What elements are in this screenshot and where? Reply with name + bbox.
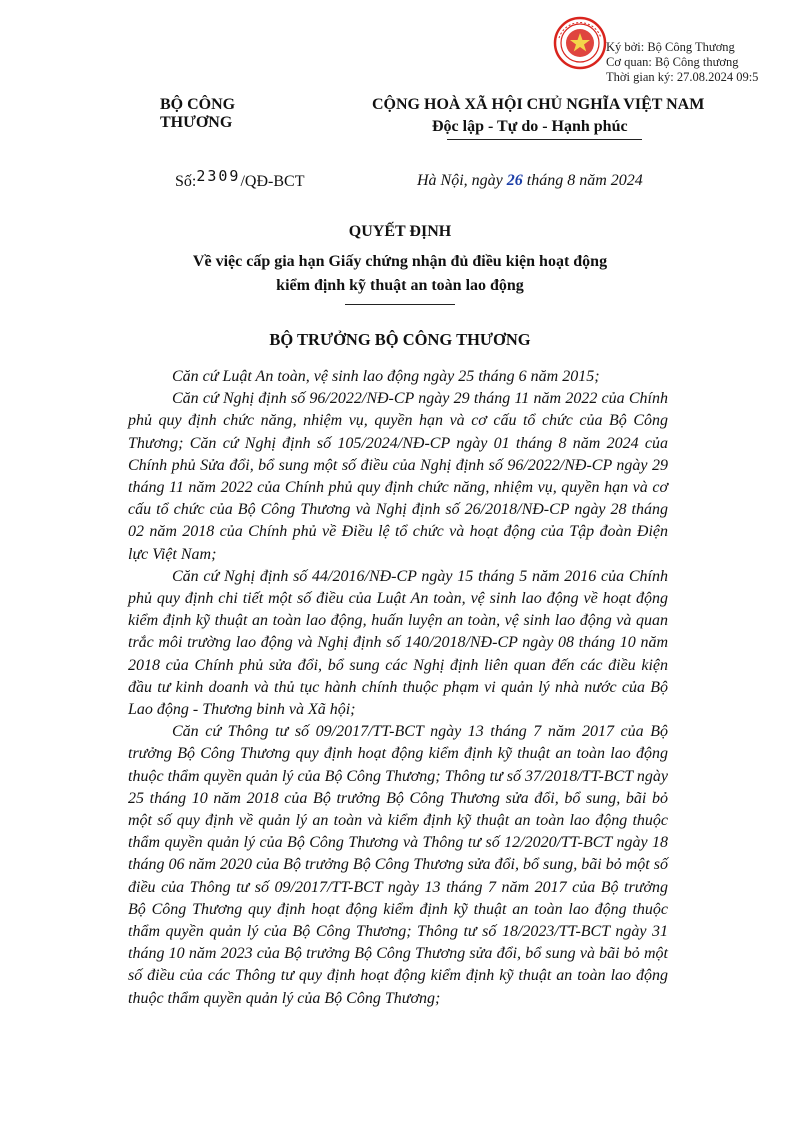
number-suffix: /QĐ-BCT [240,173,305,190]
issuing-authority: BỘ TRƯỞNG BỘ CÔNG THƯƠNG [269,330,531,349]
official-seal-icon [553,16,607,70]
legal-basis-paragraph: Căn cứ Nghị định số 44/2016/NĐ-CP ngày 15 tháng 5 năm 2016 của Chính phủ quy định chi tiết một số điều của Luật An toàn, vệ sinh lao động về hoạt động kiểm định kỹ thuật an toàn lao động, huấn luyện an toàn, vệ sinh lao động và quan trắc môi trường lao động và Nghị định số 140/2018/NĐ-CP ngày 08 tháng 10 năm 2018 của Chính phủ sửa đổi, bổ sung các Nghị định liên quan đến các điều kiện đầu tư kinh doanh và thủ tục hành chính thuộc phạm vi quản lý nhà nước của Bộ Lao động - Thương binh và Xã hội; [128,567,668,719]
country-name: CỘNG HOÀ XÃ HỘI CHỦ NGHĨA VIỆT NAM [372,96,705,113]
signature-info [606,40,758,85]
number-prefix: Số: [175,173,197,190]
motto-underline [447,139,642,140]
document-subject [0,250,800,305]
document-title: QUYẾT ĐỊNH [348,223,452,240]
signed-time-line: Thời gian ký: 27.08.2024 09:5 [606,70,759,84]
decision-number [175,167,305,191]
legal-basis-paragraph: Căn cứ Nghị định số 96/2022/NĐ-CP ngày 29 tháng 11 năm 2022 của Chính phủ quy định chức năng, nhiệm vụ, quyền hạn và cơ cấu tổ chức của Bộ Công Thương; Căn cứ Nghị định số 105/2024/NĐ-CP ngày 01 tháng 8 năm 2024 của Chính phủ Sửa đổi, bổ sung một số điều của Nghị định số 96/2022/NĐ-CP ngày 29 tháng 11 năm 2022 của Chính phủ quy định chức năng, nhiệm vụ, quyền hạn và cơ cấu tổ chức của Bộ Công Thương và Nghị định số 26/2018/NĐ-CP ngày 28 tháng 02 năm 2018 của Chính phủ về Điều lệ tổ chức và hoạt động của Tập đoàn Điện lực Việt Nam; [128,390,668,563]
ministry-name: BỘ CÔNG THƯƠNG [160,96,236,131]
issue-date [417,172,643,190]
number-value: 2309 [196,167,241,185]
national-motto: Độc lập - Tự do - Hạnh phúc [432,118,628,135]
subject-line-1: Về việc cấp gia hạn Giấy chứng nhận đủ điều kiện hoạt động [192,253,608,270]
agency-line: Cơ quan: Bộ Công thương [606,55,739,69]
legal-basis-paragraph: Căn cứ Luật An toàn, vệ sinh lao động ngày 25 tháng 6 năm 2015; [172,368,600,385]
subject-line-2: kiểm định kỹ thuật an toàn lao động [276,277,524,294]
issuing-ministry [160,96,310,132]
date-day: 26 [506,172,523,189]
national-header [372,96,732,140]
subject-underline [345,304,455,305]
date-prefix: Hà Nội, ngày [417,172,503,189]
document-body [128,366,668,1010]
signer-line: Ký bởi: Bộ Công Thương [606,40,735,54]
date-rest: tháng 8 năm 2024 [526,172,643,189]
legal-basis-paragraph: Căn cứ Thông tư số 09/2017/TT-BCT ngày 13 tháng 7 năm 2017 của Bộ trưởng Bộ Công Thương quy định hoạt động kiểm định kỹ thuật an toàn lao động thuộc thẩm quyền quản lý của Bộ Công Thương; Thông tư số 37/2018/TT-BCT ngày 25 tháng 10 năm 2018 của Bộ trưởng Bộ Công Thương sửa đổi, bổ sung, bãi bỏ một số quy định về quản lý an toàn và kiểm định kỹ thuật an toàn lao động thuộc thẩm quyền quản lý của Bộ Công Thương và Thông tư số 12/2020/TT-BCT ngày 18 tháng 06 năm 2020 của Bộ trưởng Bộ Công Thương sửa đổi, bổ sung, bãi bỏ một số điều của Thông tư số 09/2017/TT-BCT ngày 13 tháng 7 năm 2017 của Bộ trưởng Bộ Công Thương quy định hoạt động kiểm định kỹ thuật an toàn lao động thuộc thẩm quyền quản lý của Bộ Công Thương; Thông tư số 18/2023/TT-BCT ngày 31 tháng 10 năm 2023 của Bộ trưởng Bộ Công Thương sửa đổi, bổ sung và bãi bỏ một số điều của các Thông tư quy định hoạt động kiểm định kỹ thuật an toàn lao động thuộc thẩm quyền quản lý của Bộ Công Thương; [128,723,668,1007]
